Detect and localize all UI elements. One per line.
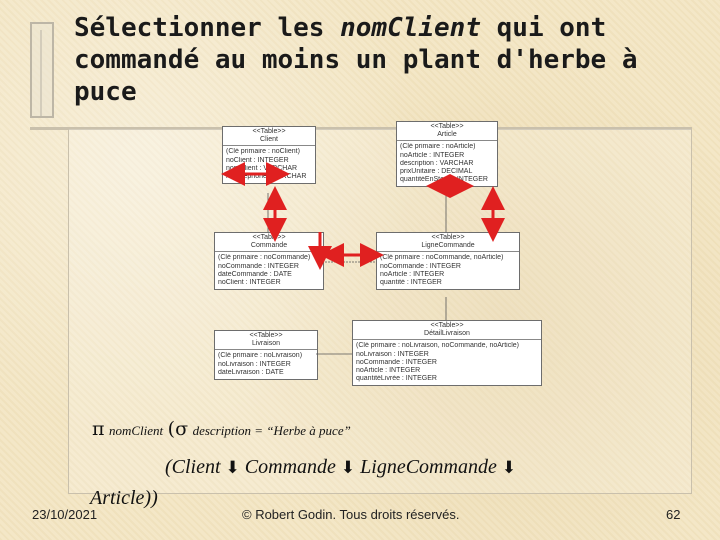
join-commande: Commande (239, 456, 341, 478)
table-row: (Clé primaire : noArticle) (400, 143, 476, 151)
table-row: noClient : INTEGER (218, 279, 281, 287)
table-name: Client (260, 136, 278, 144)
join-arrow-icon: ⬇ (340, 458, 356, 478)
table-row: quantitéEnStock : INTEGER (400, 176, 488, 184)
selection-symbol: (σ (167, 418, 189, 440)
table-row: (Clé primaire : noCommande) (218, 254, 311, 262)
table-row: nomClient : VARCHAR (226, 164, 298, 172)
relational-algebra-expression (92, 418, 351, 440)
table-name: Article (437, 131, 457, 139)
join-expression (165, 456, 516, 479)
join-article: Article)) (90, 487, 158, 509)
table-row: dateCommande : DATE (218, 270, 292, 278)
stereotype-label: <<Table>> (430, 322, 464, 329)
table-row: description : VARCHAR (400, 159, 474, 167)
table-row: noCommande : INTEGER (218, 262, 299, 270)
table-row: noArticle : INTEGER (380, 270, 445, 278)
join-client: (Client (165, 456, 226, 478)
table-name: Commande (250, 242, 288, 250)
table-row: noCommande : INTEGER (380, 262, 461, 270)
table-row: noTéléphone : VARCHAR (226, 173, 307, 181)
stereotype-label: <<Table>> (249, 332, 283, 339)
table-row: noLivraison : INTEGER (356, 350, 429, 358)
footer-date: 23/10/2021 (32, 507, 98, 522)
projection-attribute: nomClient (109, 423, 164, 438)
table-row: noArticle : INTEGER (356, 367, 421, 375)
projection-symbol: π (92, 418, 105, 440)
stereotype-label: <<Table>> (430, 123, 464, 130)
table-name: LigneCommande (421, 242, 475, 250)
title-emphasis: nomClient (340, 13, 481, 43)
table-row: (Clé primaire : noClient) (226, 148, 300, 156)
title-text-1: Sélectionner les (74, 13, 341, 43)
table-row: (Clé primaire : noCommande, noArticle) (380, 254, 504, 262)
join-arrow-icon: ⬇ (501, 458, 517, 478)
table-row: noCommande : INTEGER (356, 358, 437, 366)
table-row: noArticle : INTEGER (400, 151, 465, 159)
page-number: 62 (666, 507, 681, 522)
join-arrow-icon: ⬇ (225, 458, 240, 478)
selection-condition: description = “Herbe à puce” (192, 423, 351, 438)
table-row: noLivraison : INTEGER (218, 360, 291, 368)
table-row: quantité : INTEGER (380, 279, 442, 287)
table-name: DétailLivraison (424, 330, 470, 338)
stereotype-label: <<Table>> (252, 128, 286, 135)
title-text-2: qui ont commandé au moins un plant d'herbe à puce (74, 13, 638, 107)
table-row: dateLivraison : DATE (218, 368, 284, 376)
table-row: (Clé primaire : noLivraison, noCommande, noArticle) (356, 342, 520, 350)
footer-copyright: © Robert Godin. Tous droits réservés. (242, 507, 460, 522)
table-row: noClient : INTEGER (226, 156, 289, 164)
stereotype-label: <<Table>> (431, 234, 465, 241)
table-row: (Clé primaire : noLivraison) (218, 352, 303, 360)
stereotype-label: <<Table>> (252, 234, 286, 241)
table-name: Livraison (251, 340, 280, 348)
table-row: prixUnitaire : DECIMAL (400, 168, 473, 176)
join-ligne-commande: LigneCommande (355, 456, 502, 478)
table-row: quantitéLivrée : INTEGER (356, 375, 437, 383)
